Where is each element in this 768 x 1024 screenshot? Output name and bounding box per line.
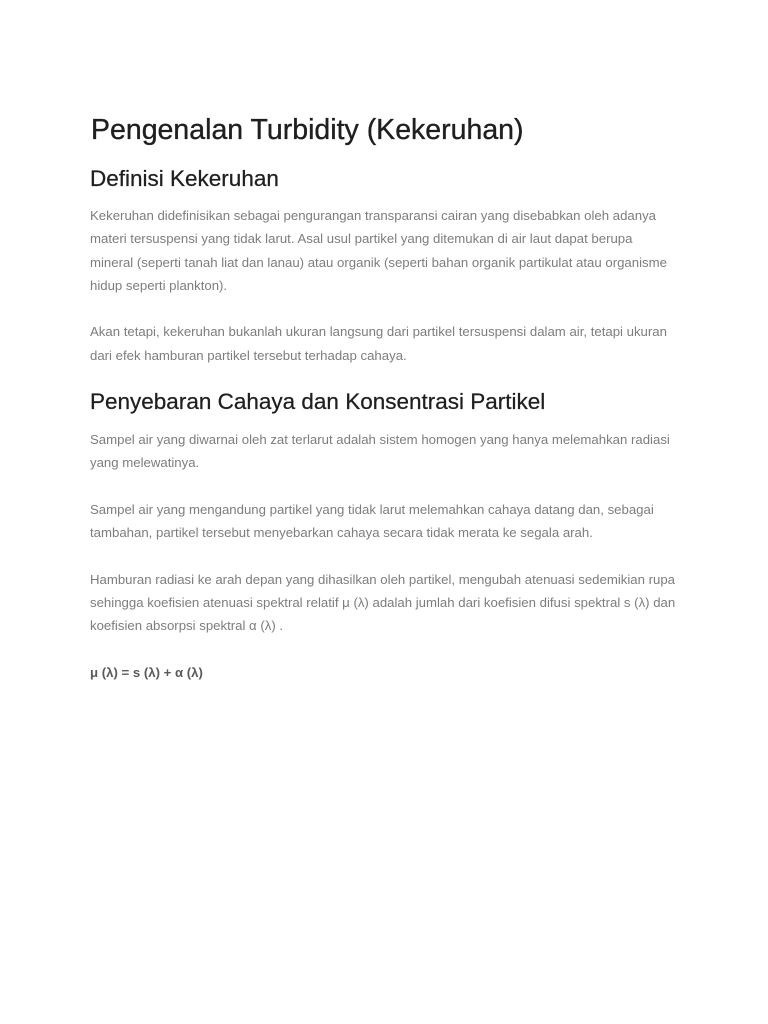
formula: μ (λ) = s (λ) + α (λ) (90, 665, 203, 681)
paragraph: Akan tetapi, kekeruhan bukanlah ukuran langsung dari partikel tersuspensi dalam air, tetapi ukuran dari efek hamburan partikel tersebut terhadap cahaya. (90, 324, 667, 363)
paragraph: Sampel air yang diwarnai oleh zat terlarut adalah sistem homogen yang hanya melemahkan radiasi yang melewatinya. (90, 432, 670, 471)
section-penyebaran-cahaya (90, 387, 678, 684)
section-definisi-kekeruhan (90, 164, 678, 367)
paragraph: Hamburan radiasi ke arah depan yang dihasilkan oleh partikel, mengubah atenuasi sedemikian rupa sehingga koefisien atenuasi spektral relatif μ (λ) adalah jumlah dari koefisien difusi spektral s (λ) dan koefisien absorpsi spektral α (λ) . (90, 571, 676, 634)
section-heading: Definisi Kekeruhan (90, 166, 279, 191)
paragraph: Kekeruhan didefinisikan sebagai pengurangan transparansi cairan yang disebabkan oleh adanya materi tersuspensi yang tidak larut. Asal usul partikel yang ditemukan di air laut dapat berupa mineral (seperti tanah liat dan lanau) atau organik (seperti bahan organik partikulat atau organisme hidup seperti plankton). (90, 208, 667, 293)
paragraph: Sampel air yang mengandung partikel yang tidak larut melemahkan cahaya datang dan, sebagai tambahan, partikel tersebut menyebarkan cahaya secara tidak merata ke segala arah. (90, 501, 654, 541)
section-heading: Penyebaran Cahaya dan Konsentrasi Partikel (90, 389, 546, 415)
document-title: Pengenalan Turbidity (Kekeruhan) (91, 114, 524, 146)
